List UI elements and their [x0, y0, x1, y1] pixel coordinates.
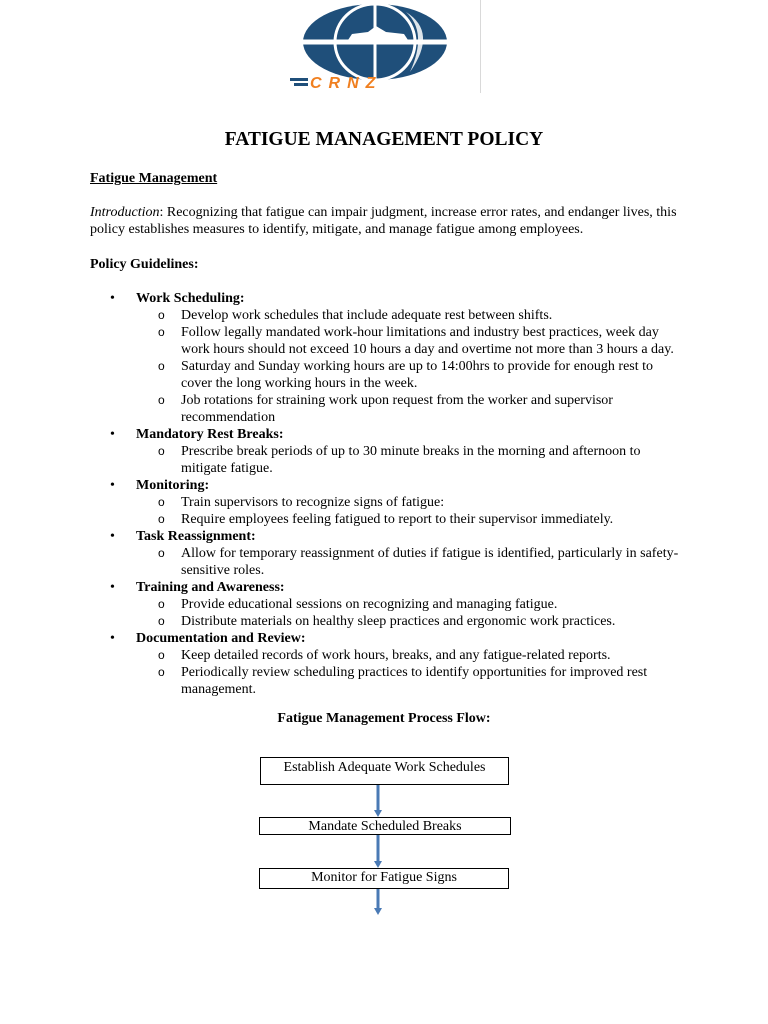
guideline-sub-item [136, 358, 690, 392]
guideline-sub-list [136, 596, 690, 630]
bullet-icon: • [110, 478, 115, 493]
guideline-sub-list [136, 443, 690, 477]
sub-bullet-icon: o [158, 546, 165, 560]
guidelines-list [90, 290, 690, 698]
sub-item-text: Job rotations for straining work upon request from the worker and supervisor recommendation [181, 393, 613, 425]
page-title: FATIGUE MANAGEMENT POLICY [224, 129, 544, 150]
flow-arrow-icon [373, 889, 383, 915]
flow-arrow-icon [373, 835, 383, 868]
sub-bullet-icon: o [158, 597, 165, 611]
guideline-sub-item [136, 494, 690, 511]
bullet-icon: • [110, 529, 115, 544]
sub-bullet-icon: o [158, 393, 165, 407]
section-heading: Fatigue Management [90, 171, 218, 186]
guideline-sub-list [136, 647, 690, 698]
guideline-sub-item [136, 443, 690, 477]
guideline-title: Work Scheduling: [136, 291, 245, 306]
intro-label: Introduction [90, 205, 160, 220]
sub-bullet-icon: o [158, 614, 165, 628]
sub-item-text: Train supervisors to recognize signs of fatigue: [181, 495, 445, 510]
guideline-sub-item [136, 545, 690, 579]
guideline-sub-list [136, 494, 690, 528]
sub-bullet-icon: o [158, 444, 165, 458]
sub-item-text: Periodically review scheduling practices to identify opportunities for improved rest management. [181, 665, 648, 697]
guideline-item [90, 630, 690, 698]
guideline-sub-item [136, 511, 690, 528]
guideline-sub-item [136, 613, 690, 630]
sub-bullet-icon: o [158, 665, 165, 679]
guideline-sub-list [136, 545, 690, 579]
flow-step-label: Establish Adequate Work Schedules [283, 760, 486, 775]
flow-arrow-icon [373, 785, 383, 817]
flow-step-monitor [259, 868, 509, 889]
flow-step-label: Monitor for Fatigue Signs [311, 870, 457, 885]
guideline-title: Monitoring: [136, 478, 210, 493]
introduction-paragraph [90, 204, 680, 238]
sub-item-text: Follow legally mandated work-hour limitations and industry best practices, week day work hours should not exceed 10 hours a day and overtime not more than 3 hours a day. [181, 325, 674, 357]
sub-item-text: Allow for temporary reassignment of duties if fatigue is identified, particularly in safety-sensitive roles. [181, 546, 679, 578]
bullet-icon: • [110, 427, 115, 442]
bullet-icon: • [110, 631, 115, 646]
sub-bullet-icon: o [158, 359, 165, 373]
flow-step-breaks [259, 817, 511, 835]
guideline-sub-item [136, 596, 690, 613]
guideline-item [90, 579, 690, 630]
sub-item-text: Provide educational sessions on recognizing and managing fatigue. [181, 597, 558, 612]
guideline-item [90, 477, 690, 528]
guideline-sub-item [136, 392, 690, 426]
sub-item-text: Saturday and Sunday working hours are up to 14:00hrs to provide for enough rest to cover the long working hours in the week. [181, 359, 654, 391]
guideline-item [90, 426, 690, 477]
sub-bullet-icon: o [158, 512, 165, 526]
sub-item-text: Distribute materials on healthy sleep practices and ergonomic work practices. [181, 614, 616, 629]
logo-text: CRNZ [310, 75, 383, 92]
sub-bullet-icon: o [158, 308, 165, 322]
bullet-icon: • [110, 580, 115, 595]
sub-bullet-icon: o [158, 648, 165, 662]
guideline-item [90, 290, 690, 426]
sub-item-text: Prescribe break periods of up to 30 minute breaks in the morning and afternoon to mitigate fatigue. [181, 444, 641, 476]
guideline-sub-item [136, 647, 690, 664]
flow-heading: Fatigue Management Process Flow: [277, 711, 491, 726]
header-divider [480, 0, 481, 93]
guideline-title: Training and Awareness: [136, 580, 285, 595]
sub-bullet-icon: o [158, 495, 165, 509]
guideline-sub-list [136, 307, 690, 426]
sub-item-text: Require employees feeling fatigued to report to their supervisor immediately. [181, 512, 614, 527]
guideline-title: Documentation and Review: [136, 631, 306, 646]
guideline-title: Mandatory Rest Breaks: [136, 427, 284, 442]
guidelines-heading: Policy Guidelines: [90, 257, 199, 272]
guideline-item [90, 528, 690, 579]
sub-bullet-icon: o [158, 325, 165, 339]
guideline-title: Task Reassignment: [136, 529, 256, 544]
guideline-sub-item [136, 324, 690, 358]
guideline-sub-item [136, 307, 690, 324]
flow-step-schedules [260, 757, 509, 785]
flow-step-label: Mandate Scheduled Breaks [308, 819, 462, 834]
bullet-icon: • [110, 291, 115, 306]
guideline-sub-item [136, 664, 690, 698]
intro-text: : Recognizing that fatigue can impair judgment, increase error rates, and endanger lives, this policy establishes measures to identify, mitigate, and manage fatigue among employees. [90, 205, 677, 237]
crnz-logo [288, 2, 454, 92]
sub-item-text: Develop work schedules that include adequate rest between shifts. [181, 308, 553, 323]
sub-item-text: Keep detailed records of work hours, breaks, and any fatigue-related reports. [181, 648, 611, 663]
